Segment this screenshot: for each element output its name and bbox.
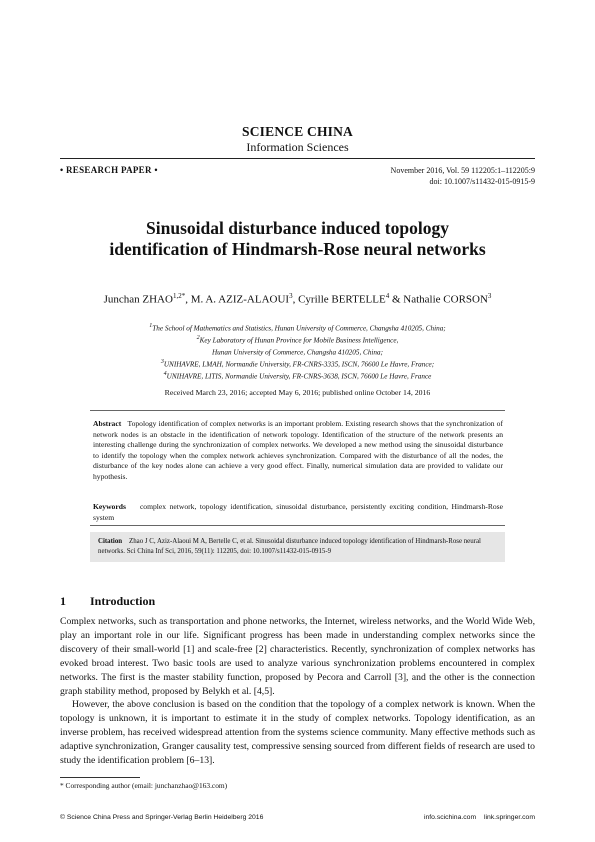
header-rule <box>60 158 535 159</box>
paragraph: Complex networks, such as transportation and phone networks, the Internet, wireless networks, and the World Wide Web, play an important role in our life. Significant progress has been made in understanding complex networks since the discovery of their small-world [1] and scale-free [2] characteristics. Recently, synchronization of complex networks has evoked broad interest. Two basic tools are used to analyze various synchronization problems encountered in complex networks. The first is the master stability function, proposed by Pecora and Carroll [3], and the other is the connection graph stability method, proposed by Belykh et al. [4,5]. <box>60 616 535 697</box>
issue-info <box>391 165 535 187</box>
keywords-label: Keywords <box>93 502 126 511</box>
author-list <box>60 292 535 306</box>
affiliation-line: $^1$The School of Mathematics and Statistics, Hunan University of Commerce, Changsha 410205, China; <box>149 323 446 333</box>
section-heading <box>60 594 155 609</box>
section-title: Introduction <box>90 594 156 608</box>
author-name: , Cyrille BERTELLE <box>292 293 386 306</box>
footnote: * Corresponding author (email: junchanzhao@163.com) <box>60 781 228 790</box>
body-text <box>60 615 535 768</box>
copyright: © Science China Press and Springer-Verlag Berlin Heidelberg 2016 <box>60 814 264 821</box>
abstract-text: Topology identification of complex networks is an important problem. Existing research shows that the synchronization of network nodes is an obstacle in the identification of network topology. Identification of the structure of the network presents an interesting challenge during the synchronization of complex networks. We developed a new method using the sinusoidal disturbance to identify the topology when the complex network achieves synchronization. Compared with the disturbance of all the nodes, the disturbance of the key nodes alone can achieve a very good effect. Finally, numerical simulation data are provided to validate our hypothesis. <box>93 419 503 481</box>
issue-volume: November 2016, Vol. 59 112205:1–112205:9 <box>390 166 535 175</box>
journal-name: SCIENCE CHINA <box>242 124 353 139</box>
footer-links[interactable]: info.scichina.com link.springer.com <box>423 814 535 821</box>
doi[interactable]: doi: 10.1007/s11432-015-0915-9 <box>429 177 535 186</box>
citation-label: Citation <box>98 538 123 545</box>
author-affiliation-mark: 4 <box>385 292 390 300</box>
author-name: , M. A. AZIZ-ALAOUI <box>185 293 290 306</box>
abstract <box>93 419 503 483</box>
author-affiliation-mark: 3 <box>487 292 492 300</box>
title-line-2: identification of Hindmarsh-Rose neural networks <box>109 239 486 259</box>
keywords-text: complex network, topology identification, sinusoidal disturbance, persistently exciting condition, Hindmarsh-Rose system <box>93 502 504 522</box>
affiliation-line: $^2$Key Laboratory of Hunan Province for Mobile Business Intelligence, <box>196 335 399 345</box>
author-affiliation-mark: 3 <box>289 292 293 300</box>
section-number: 1 <box>60 594 66 608</box>
footnote-rule <box>60 777 140 778</box>
affiliation-line: Hunan University of Commerce, Changsha 410205, China; <box>211 348 384 357</box>
affiliations <box>60 322 535 382</box>
abstract-label: Abstract <box>93 419 122 428</box>
affiliation-line: $^3$UNIHAVRE, LMAH, Normandie University, FR-CNRS-3335, ISCN, 76600 Le Havre, France; <box>160 359 435 369</box>
citation <box>98 537 498 556</box>
journal-subtitle: Information Sciences <box>246 140 349 154</box>
title-line-1: Sinusoidal disturbance induced topology <box>146 218 449 238</box>
paper-type-label: • RESEARCH PAPER • <box>60 165 158 175</box>
keywords <box>93 502 503 523</box>
paper-title <box>60 218 535 260</box>
author-name: & Nathalie CORSON <box>389 293 488 306</box>
received-dates: Received March 23, 2016; accepted May 6, 2016; published online October 14, 2016 <box>164 388 431 397</box>
affiliation-line: $^4$UNIHAVRE, LITIS, Normandie University, FR-CNRS-3638, ISCN, 76600 Le Havre, France <box>163 371 432 381</box>
citation-text: Zhao J C, Aziz-Alaoui M A, Bertelle C, et al. Sinusoidal disturbance induced topology identification of Hindmarsh-Rose neural networks. Sci China Inf Sci, 2016, 59(11): 112205, doi: 10.1007/s11432-015-0915-9 <box>98 538 481 555</box>
paragraph: However, the above conclusion is based on the condition that the topology of a complex network is known. When the topology is unknown, it is important to estimate it in the study of complex networks. Topology identification, as an inverse problem, has received widespread attention from the systems science community. Many effective methods such as adaptive synchronization, Granger causality test, compressive sensing sourced from different fields of research are used to study the identification problem [6–13]. <box>60 699 535 767</box>
author-name: Junchan ZHAO <box>103 293 173 306</box>
author-affiliation-mark: 1,2* <box>172 292 186 300</box>
